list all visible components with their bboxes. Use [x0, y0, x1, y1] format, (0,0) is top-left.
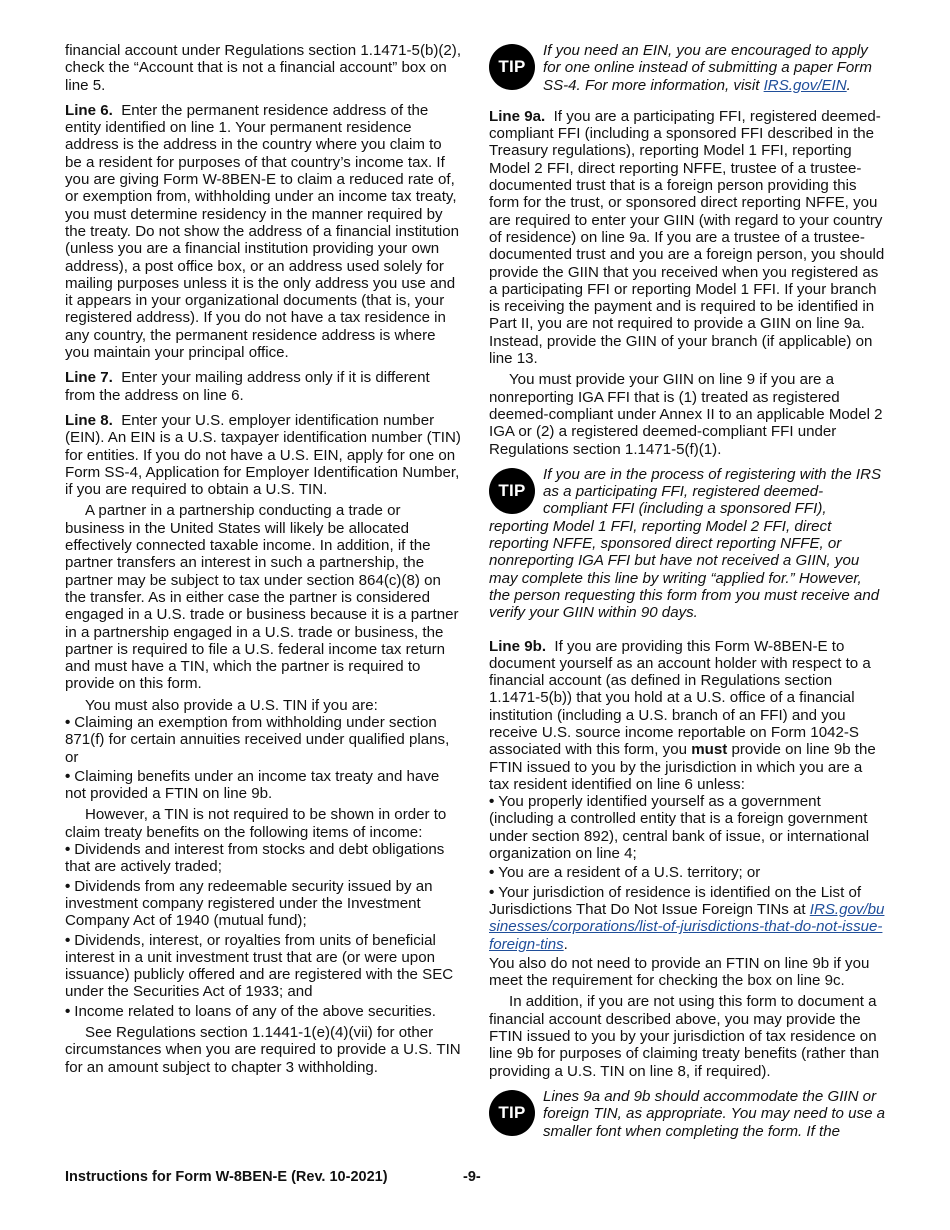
tip-text: If you are in the process of registering with the IRS as a participating FFI, registered deemed-compliant FFI (including a sponsored FFI), reporting Model 1 FFI, reporting Model 2 FFI, direct reporting NFFE, sponsored direct reporting NFFE, or nonreporting IGA FFI but have not received a GIIN, you may complete this line by writing “applied for.” However, the person requesting this form from you must receive and verify your GIIN within 90 days.: [489, 465, 882, 622]
list-item: • Claiming an exemption from withholding under section 871(f) for certain annuities received under qualified plans, or: [65, 713, 450, 766]
list-item: • Dividends from any redeemable security issued by an investment company registered under the Investment Company Act of 1940 (mutual fund);: [65, 877, 433, 930]
line-8-label: Line 8.: [65, 411, 113, 429]
giin-paragraph: You must provide your GIIN on line 9 if you are a nonreporting IGA FFI that is (1) treated as registered deemed-compliant under Annex II to an applicable Model 2 IGA or (2) a registered deemed-compliant FFI under Regulations section 1.1471-5(f)(1).: [489, 371, 883, 458]
partner-paragraph: A partner in a partnership conducting a trade or business in the United States will likely be allocated effectively connected taxable income. In addition, if the partner transfers an interest in such a partnership, the partner may be subject to tax under section 864(c)(8) on the transfer. As in either case the partner is considered engaged in a U.S. trade or business because it is a partner in a partnership engaged in a U.S. trade or business, the partner is required to file a U.S. federal income tax return and must have a TIN, which the partner is required to provide on this form.: [65, 502, 459, 693]
tip-text: Lines 9a and 9b should accommodate the GIIN or foreign TIN, as appropriate. You may need to use a smaller font when completing the form. If the: [543, 1087, 886, 1140]
line-9b-label: Line 9b.: [489, 637, 547, 655]
list-item: • Your jurisdiction of residence is identified on the List of Jurisdictions That Do Not Issue Foreign TINs at IRS.gov/businesses/corporations/list-of-jurisdictions-that-do-not-issue-foreign-tins.: [489, 883, 885, 953]
also-paragraph: You also do not need to provide an FTIN on line 9b if you meet the requirement for checking the box on line 9c.: [489, 954, 870, 990]
line-8-text: Enter your U.S. employer identification number (EIN). An EIN is a U.S. taxpayer identification number (TIN) for entities. If you do not have a U.S. EIN, apply for one on Form SS-4, Application for Employer Identification Number, if you are required to obtain a U.S. TIN.: [65, 411, 461, 499]
irs-ein-link[interactable]: IRS.gov/EIN: [763, 76, 847, 94]
list-item: • You are a resident of a U.S. territory; or: [489, 864, 761, 882]
list-item: • Dividends and interest from stocks and debt obligations that are actively traded;: [65, 841, 445, 876]
footer-title: Instructions for Form W-8BEN-E (Rev. 10-2021): [65, 1169, 388, 1185]
however-paragraph: However, a TIN is not required to be shown in order to claim treaty benefits on the following items of income:: [65, 806, 447, 841]
tip-box-registering: [489, 466, 886, 622]
line-9a-label: Line 9a.: [489, 107, 546, 125]
left-column: [65, 42, 462, 1076]
foreign-tins-link[interactable]: IRS.gov/businesses/corporations/list-of-jurisdictions-that-do-not-issue-foreign-tins: [489, 900, 885, 953]
paragraph-continued: financial account under Regulations section 1.1471-5(b)(2), check the “Account that is not a financial account” box on line 5.: [65, 42, 462, 94]
addition-paragraph: In addition, if you are not using this form to document a financial account described above, you may provide the FTIN issued to you by your jurisdiction of tax residence on line 9b for purposes of claiming treaty benefits (rather than providing a U.S. TIN on line 8, if required).: [489, 993, 880, 1080]
list-item: • Income related to loans of any of the above securities.: [65, 1002, 436, 1020]
line-6-label: Line 6.: [65, 101, 113, 119]
line-6-paragraph: [65, 102, 462, 361]
tip-icon: TIP: [489, 44, 535, 90]
tip-icon: TIP: [489, 1090, 535, 1136]
must-provide-paragraph: You must also provide a U.S. TIN if you are:: [85, 696, 378, 714]
line-7-label: Line 7.: [65, 369, 113, 387]
see-regulations-paragraph: See Regulations section 1.1441-1(e)(4)(vii) for other circumstances when you are required to provide a U.S. TIN for an amount subject to chapter 3 withholding.: [65, 1024, 461, 1076]
list-item: • You properly identified yourself as a government (including a controlled entity that is a foreign government under section 892), central bank of issue, or international organization on line 4;: [489, 793, 870, 863]
line-9a-paragraph: [489, 108, 886, 367]
list-item: • Dividends, interest, or royalties from units of beneficial interest in a unit investment trust that are (or were upon issuance) publicly offered and are registered with the SEC under the Securities Act of 1933; and: [65, 931, 454, 1001]
tip-box-giin-format: [489, 1088, 886, 1140]
line-7-paragraph: [65, 369, 462, 404]
list-item: • Claiming benefits under an income tax treaty and have not provided a FTIN on line 9b.: [65, 767, 440, 803]
page-number: -9-: [463, 1169, 481, 1185]
right-column: [489, 42, 886, 1148]
line-9b-paragraph: Line 9b. If you are providing this Form W-8BEN-E to document yourself as an account holder with respect to a financial account (as defined in Regulations section 1.1471-5(b)) that you hold at a U.S. office of a financial institution (including a U.S. branch of an FFI) and you receive U.S. source income reportable on Form 1042-S associated with this form, you must provide on line 9b the FTIN issued to you by the jurisdiction in which you are a tax resident identified on line 6 unless:: [489, 637, 876, 793]
line-9a-text: If you are a participating FFI, registered deemed-compliant FFI (including a sponsored FFI described in the Treasury regulations), reporting Model 1 FFI, reporting Model 2 FFI, direct reporting NFFE, trustee of a trustee-documented trust that is a foreign person providing this form for the trust, or sponsored direct reporting NFFE, you are required to enter your GIIN (with regard to your country of residence) on line 9a. If you are a trustee of a trustee-documented trust and you are a foreign person, you should provide the GIIN that you received when you registered as a participating FFI or reporting Model 1 FFI. If your branch is receiving the payment and is required to be identified in Part II, you are not required to provide a GIIN on line 9a. Instead, provide the GIIN of your branch (if applicable) on line 13.: [489, 107, 885, 368]
tip-box-ein: TIP If you need an EIN, you are encouraged to apply for one online instead of submitting a paper Form SS-4. For more information, visit IRS.gov/EIN.: [489, 42, 886, 94]
line-6-text: Enter the permanent residence address of the entity identified on line 1. Your permanent residence address is the address in the country where you claim to be a resident for purposes of that country’s income tax. If you are giving Form W-8BEN-E to claim a reduced rate of, or exemption from, withholding under an income tax treaty, you must determine residency in the manner required by the treaty. Do not show the address of a financial institution (unless you are a financial institution providing your own address), a post office box, or an address used solely for mailing purposes unless it is the only address you use and it appears in your organizational documents (that is, your registered address). If you do not have a tax residence in any country, the permanent residence address is where you maintain your principal office.: [65, 101, 460, 362]
tip-icon: TIP: [489, 468, 535, 514]
line-8-paragraph: [65, 412, 462, 498]
line-7-text: Enter your mailing address only if it is different from the address on line 6.: [65, 369, 430, 404]
tip-text: If you need an EIN, you are encouraged to apply for one online instead of submitting a paper Form SS-4. For more information, visit: [543, 42, 872, 94]
